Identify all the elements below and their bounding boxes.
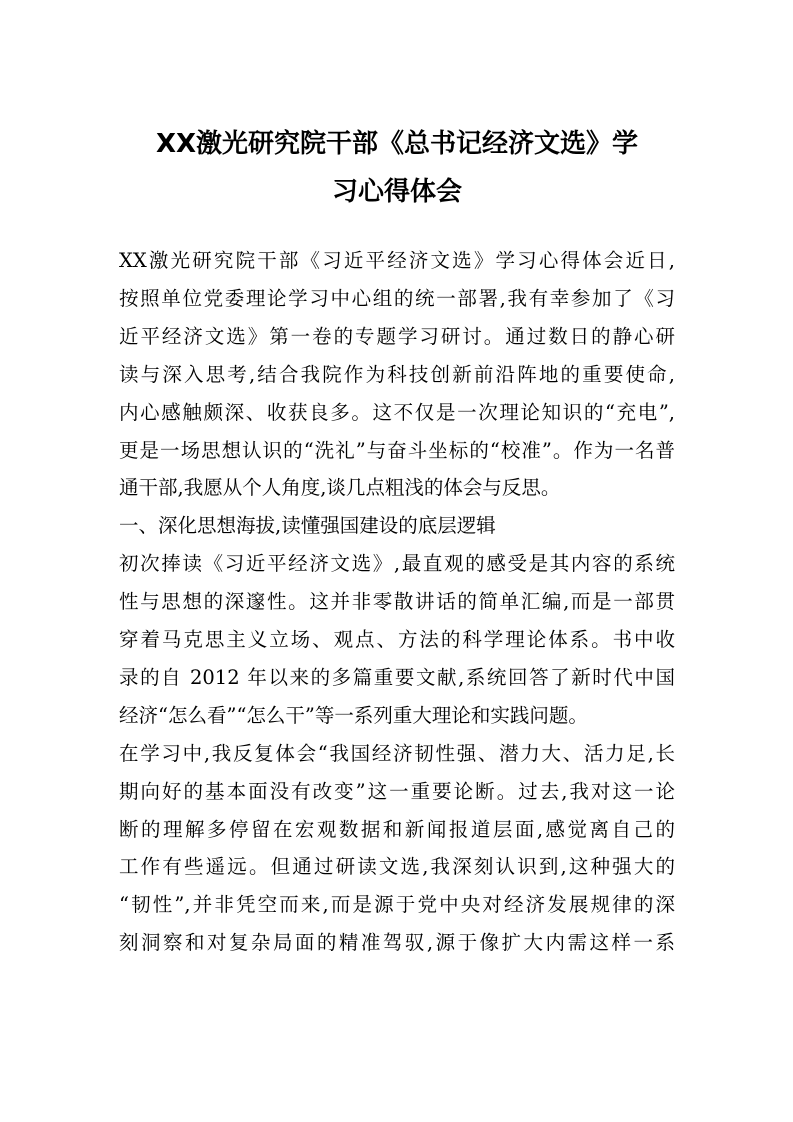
section-heading: 一、深化思想海拔,读懂强国建设的底层逻辑: [119, 514, 496, 538]
body-text-line: 期向好的基本面没有改变”这一重要论断。过去,我对这一论: [119, 779, 675, 803]
body-text-line: 断的理解多停留在宏观数据和新闻报道层面,感觉离自己的: [119, 817, 675, 841]
body-text-line: “韧性”,并非凭空而来,而是源于党中央对经济发展规律的深: [119, 893, 675, 917]
body-text-line: 按照单位党委理论学习中心组的统一部署,我有幸参加了《习: [119, 286, 675, 310]
body-text-line: 穿着马克思主义立场、观点、方法的科学理论体系。书中收: [119, 628, 675, 651]
body-text-line: 读与深入思考,结合我院作为科技创新前沿阵地的重要使命,: [119, 362, 675, 386]
document-title-line-2: 习心得体会: [331, 177, 462, 207]
body-text-line: 更是一场思想认识的“洗礼”与奋斗坐标的“校准”。作为一名普: [119, 438, 675, 462]
body-text-line: 内心感触颇深、收获良多。这不仅是一次理论知识的“充电”,: [119, 400, 675, 424]
body-text-line: 刻洞察和对复杂局面的精准驾驭,源于像扩大内需这样一系: [119, 931, 675, 955]
body-text-line: 通干部,我愿从个人角度,谈几点粗浅的体会与反思。: [119, 476, 561, 500]
document-title-line-1: XX激光研究院干部《总书记经济文选》学: [155, 129, 639, 159]
body-text-line: 工作有些遥远。但通过研读文选,我深刻认识到,这种强大的: [119, 855, 675, 879]
body-text-line: 近平经济文选》第一卷的专题学习研讨。通过数日的静心研: [119, 324, 675, 348]
body-text-line: 性与思想的深邃性。这并非零散讲话的简单汇编,而是一部贯: [119, 590, 675, 614]
body-text-line: 录的自 2012 年以来的多篇重要文献,系统回答了新时代中国: [119, 665, 675, 689]
body-text-line: 在学习中,我反复体会“我国经济韧性强、潜力大、活力足,长: [119, 741, 675, 765]
body-text-line: XX激光研究院干部《习近平经济文选》学习心得体会近日,: [119, 249, 675, 272]
body-text-line: 初次捧读《习近平经济文选》,最直观的感受是其内容的系统: [119, 552, 675, 576]
body-text-line: 经济“怎么看”“怎么干”等一系列重大理论和实践问题。: [119, 703, 588, 727]
